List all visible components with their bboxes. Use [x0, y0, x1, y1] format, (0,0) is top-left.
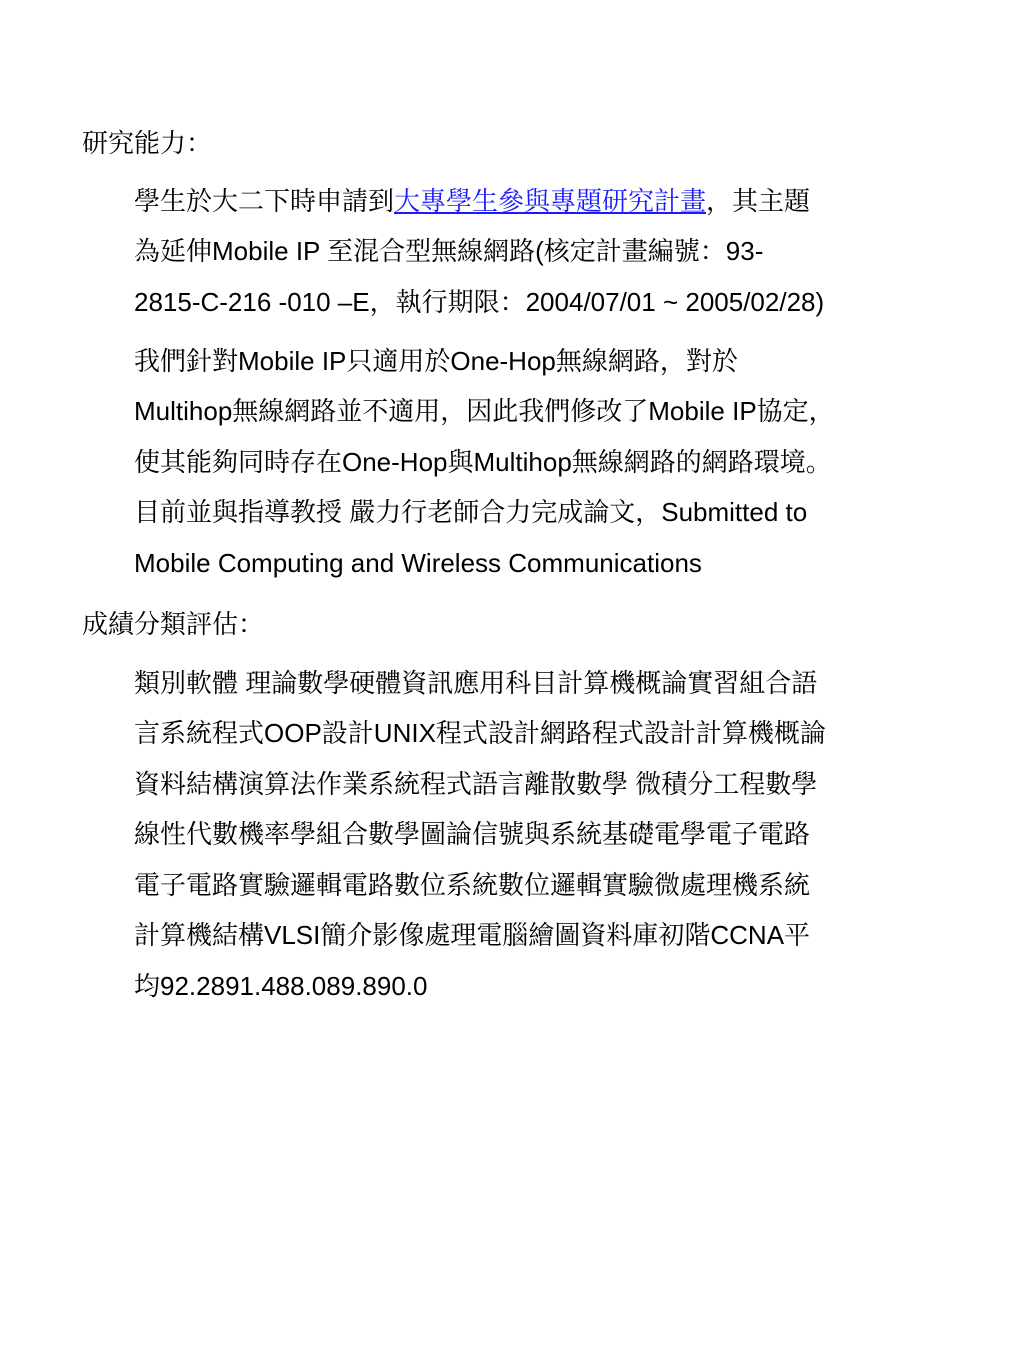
grades-line: 線性代數機率學組合數學圖論信號與系統基礎電學電子電路: [134, 819, 811, 849]
research-heading: 研究能力：: [82, 128, 213, 158]
research-p1-line-1-pre: 學生於大二下時申請到: [134, 186, 395, 216]
grades-line: 計算機結構VLSI簡介影像處理電腦繪圖資料庫初階CCNA平: [134, 920, 811, 950]
research-p1-line-3: 2815-C-216 -010 –E，執行期限：2004/07/01 ~ 2005/02/28): [134, 287, 825, 317]
grades-line: 電子電路實驗邏輯電路數位系統數位邏輯實驗微處理機系統: [134, 870, 811, 900]
research-p2-line-5: Mobile Computing and Wireless Communications: [134, 548, 702, 578]
grades-line: 類別軟體 理論數學硬體資訊應用科目計算機概論實習組合語: [134, 668, 818, 698]
grades-line: 均92.2891.488.089.890.0: [134, 971, 428, 1001]
research-p1-line-2: 為延伸Mobile IP 至混合型無線網路(核定計畫編號：93-: [134, 236, 764, 266]
research-p1-line-1-post: ，其主題: [706, 186, 811, 216]
research-p2-line-1: 我們針對Mobile IP只適用於One-Hop無線網路，對於: [134, 346, 738, 376]
research-p2-line-4: 目前並與指導教授 嚴力行老師合力完成論文，Submitted to: [134, 497, 808, 527]
grades-line: 言系統程式OOP設計UNIX程式設計網路程式設計計算機概論: [134, 718, 826, 748]
project-link[interactable]: 大專學生參與專題研究計畫: [394, 186, 707, 216]
research-p1-line-1: [134, 186, 810, 216]
research-p2-line-2: Multihop無線網路並不適用，因此我們修改了Mobile IP協定，: [134, 396, 835, 426]
research-p2-line-3: 使其能夠同時存在One-Hop與Multihop無線網路的網路環境。: [134, 447, 832, 477]
grades-heading: 成績分類評估：: [82, 609, 265, 639]
grades-line: 資料結構演算法作業系統程式語言離散數學 微積分工程數學: [134, 769, 818, 799]
